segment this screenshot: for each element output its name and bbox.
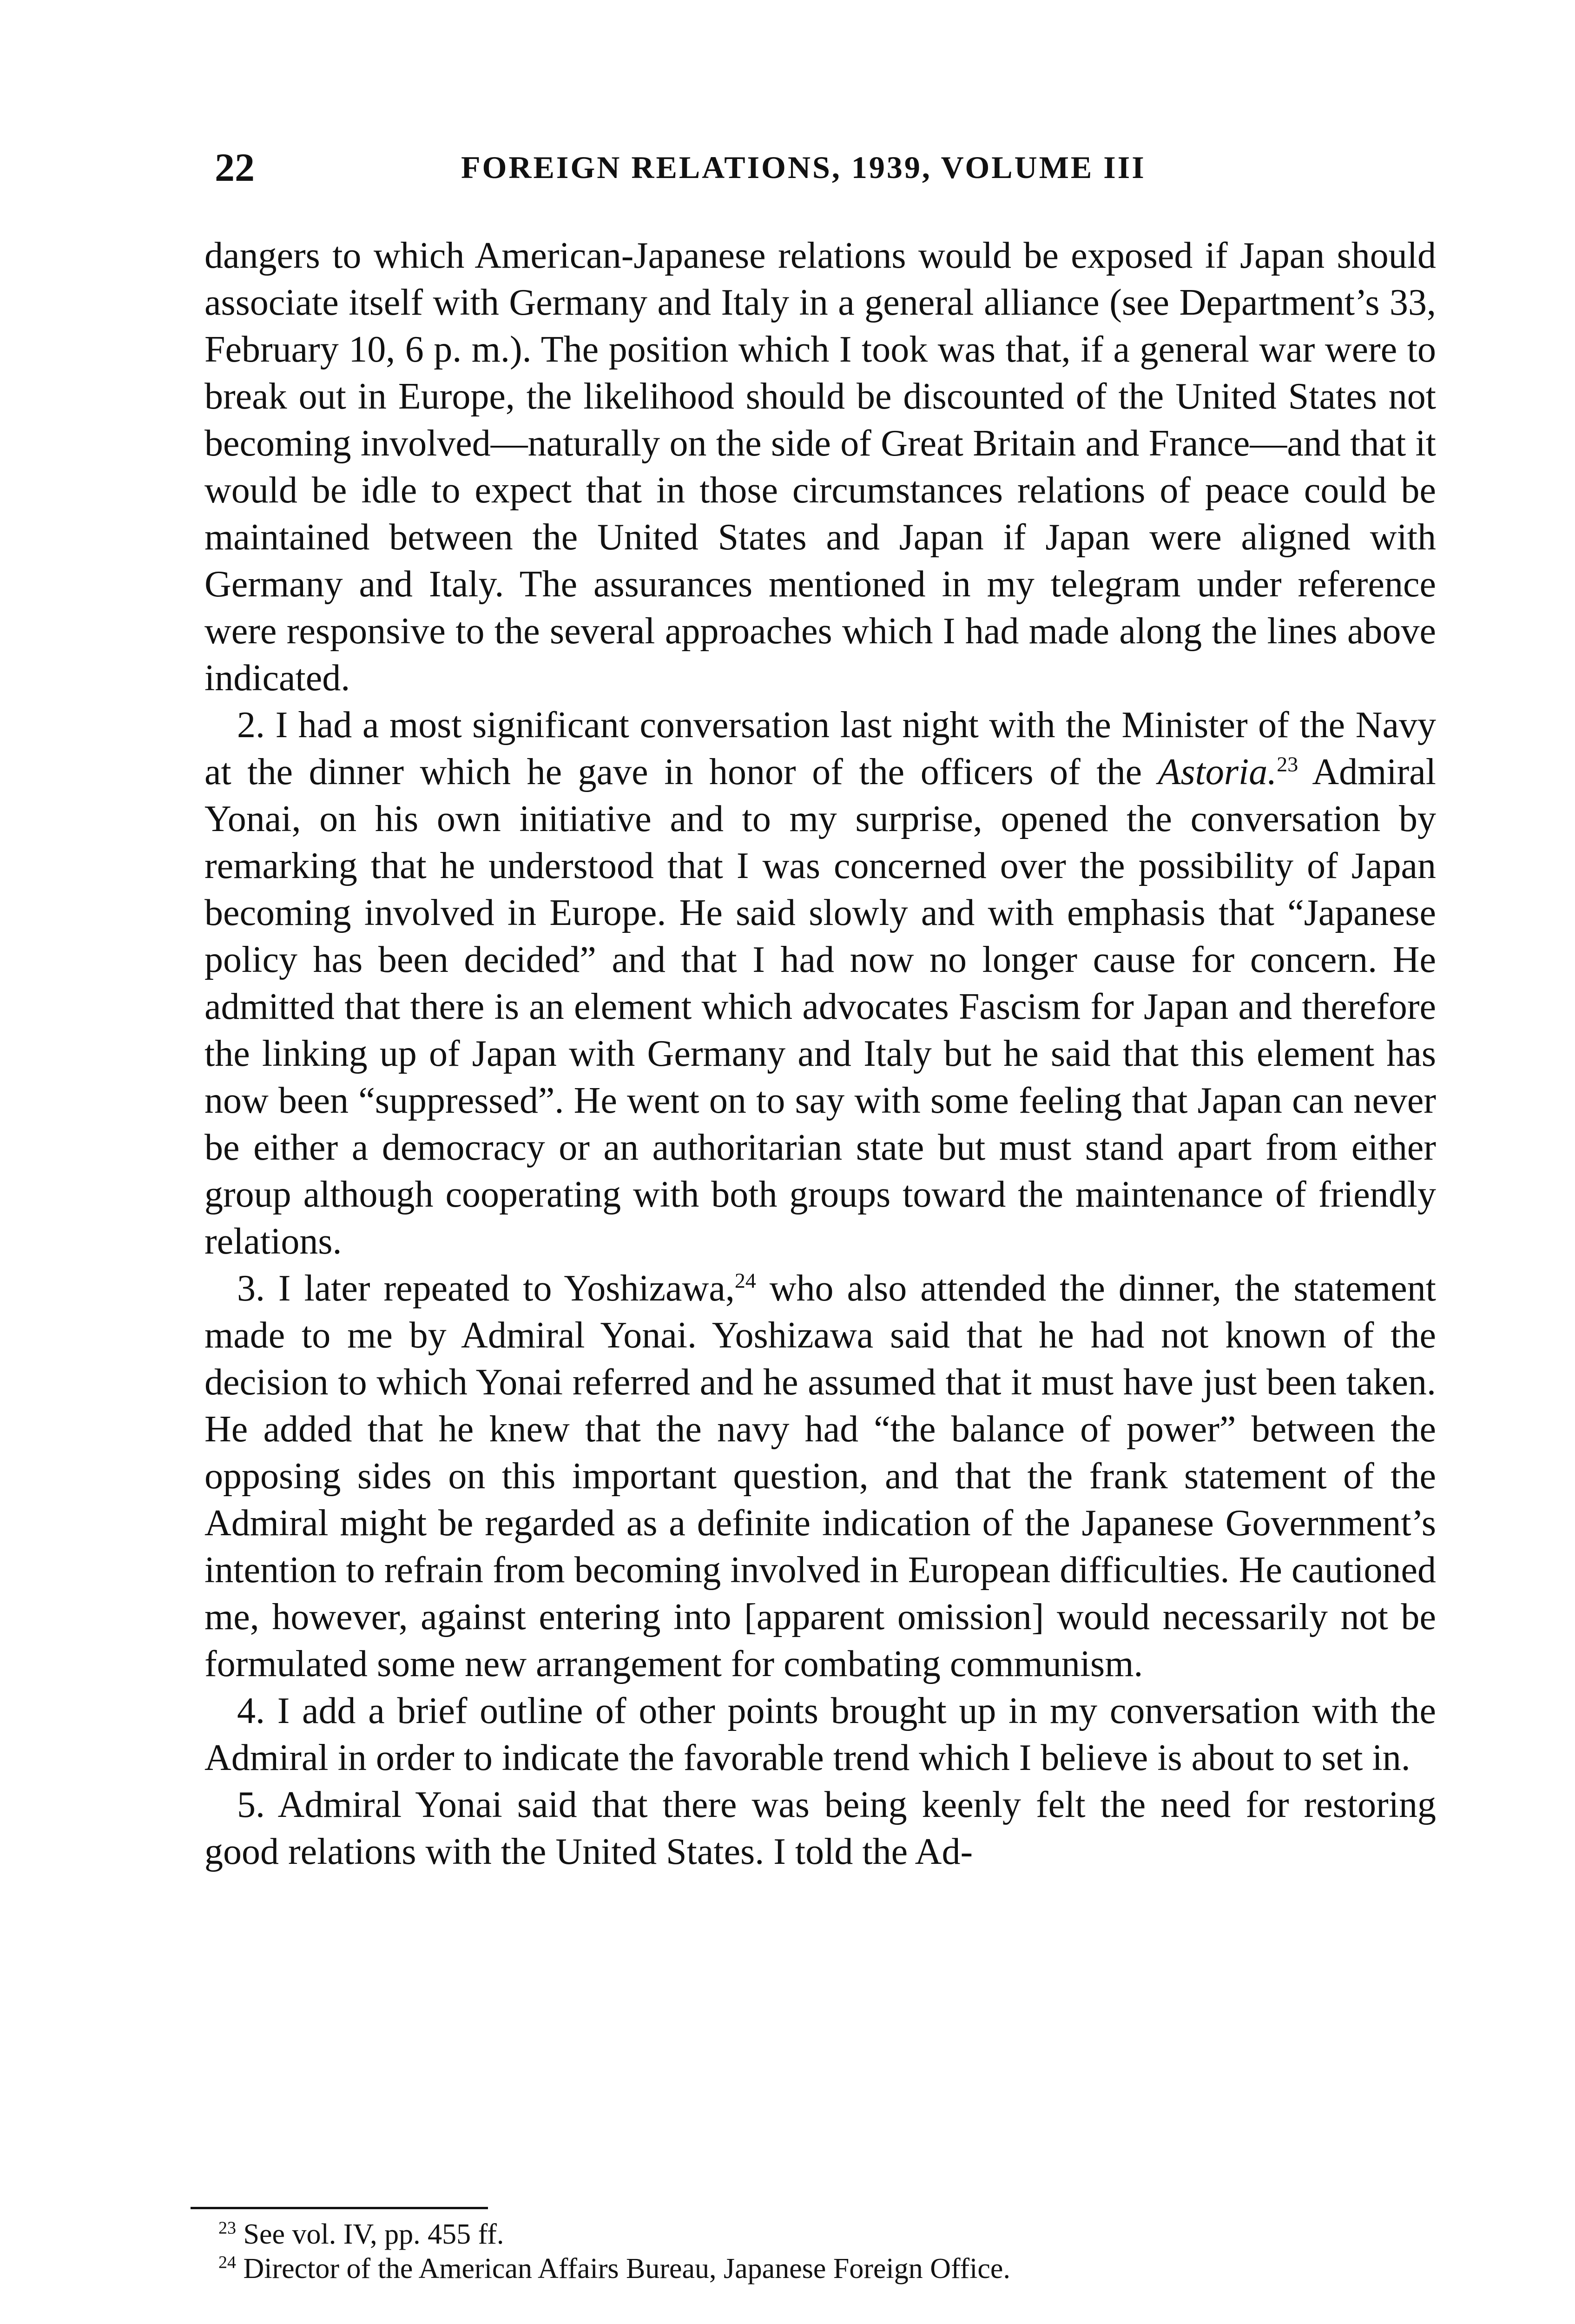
paragraph-1 — [204, 232, 1436, 702]
paragraph-3 — [204, 1265, 1436, 1688]
paragraph-1-text: dangers to which American-Japanese relations would be exposed if Japan should associate itself with Germany and Italy in a general alliance (see Department’s 33, February 10, 6 p. m.). The position which I took was that, if a general war were to break out in Europe, the likelihood should be discounted of the United States not becoming involved—naturally on the side of Great Britain and France—and that it would be idle to expect that in those circumstances relations of peace could be maintained between the United States and Japan if Japan were aligned with Germany and Italy. The assurances mentioned in my telegram under reference were responsive to the several approaches which I had made along the lines above indicated. — [204, 235, 1436, 699]
paragraph-5-text: 5. Admiral Yonai said that there was being keenly felt the need for restoring good relations with the United States. I told the Ad- — [204, 1784, 1436, 1872]
page-number: 22 — [215, 145, 255, 190]
page-header — [215, 139, 1442, 195]
paragraph-3-text-after: who also attended the dinner, the statement made to me by Admiral Yonai. Yoshizawa said that he had not known of the decision to which Yonai referred and he assumed that it must have just been taken. He added that he knew that the navy had “the balance of power” between the opposing sides on this important question, and that the frank statement of the Admiral might be regarded as a definite indication of the Japanese Government’s intention to refrain from becoming involved in European difficulties. He cautioned me, however, against entering into [apparent omission] would necessarily not be formulated some new arrangement for combating communism. — [204, 1268, 1437, 1684]
paragraph-2-text-after: Admiral Yonai, on his own initiative and to my surprise, opened the conversation by remarking that he understood that I was concerned over the possibility of Japan becoming involved in Europe. He said slowly and with emphasis that “Japanese policy has been decided” and that I had now no longer cause for concern. He admitted that there is an element which advocates Fascism for Japan and therefore the linking up of Japan with Germany and Italy but he said that this element has now been “suppressed”. He went on to say with some feeling that Japan can never be either a democracy or an authoritarian state but must stand apart from either group although cooperating with both groups toward the maintenance of friendly relations. — [204, 752, 1436, 1262]
running-head: FOREIGN RELATIONS, 1939, VOLUME III — [461, 150, 1146, 185]
paragraph-5 — [204, 1782, 1436, 1875]
footnote-marker-24: 24 — [218, 2252, 236, 2272]
footnote-divider — [191, 2207, 488, 2209]
paragraph-2-text-before: 2. I had a most significant conversation last night with the Minister of the Navy at the dinner which he gave in honor of the officers of the — [204, 705, 1436, 792]
footnote-24 — [218, 2251, 1427, 2286]
ship-name-astoria: Astoria. — [1158, 752, 1277, 792]
footnote-ref-23[interactable]: 23 — [1277, 752, 1298, 776]
paragraph-4 — [204, 1688, 1436, 1782]
body-text — [204, 232, 1436, 1875]
paragraph-2 — [204, 702, 1436, 1265]
footnote-23 — [218, 2217, 1427, 2251]
footnotes — [218, 2217, 1427, 2286]
footnote-ref-24[interactable]: 24 — [734, 1268, 756, 1293]
footnote-23-text: See vol. IV, pp. 455 ff. — [236, 2218, 504, 2250]
paragraph-3-text-before: 3. I later repeated to Yoshizawa, — [237, 1268, 735, 1309]
paragraph-4-text: 4. I add a brief outline of other points brought up in my conversation with the Admiral in order to indicate the favorable trend which I believe is about to set in. — [204, 1690, 1436, 1778]
footnote-marker-23: 23 — [218, 2218, 236, 2238]
footnote-24-text: Director of the American Affairs Bureau, Japanese Foreign Office. — [236, 2253, 1010, 2284]
